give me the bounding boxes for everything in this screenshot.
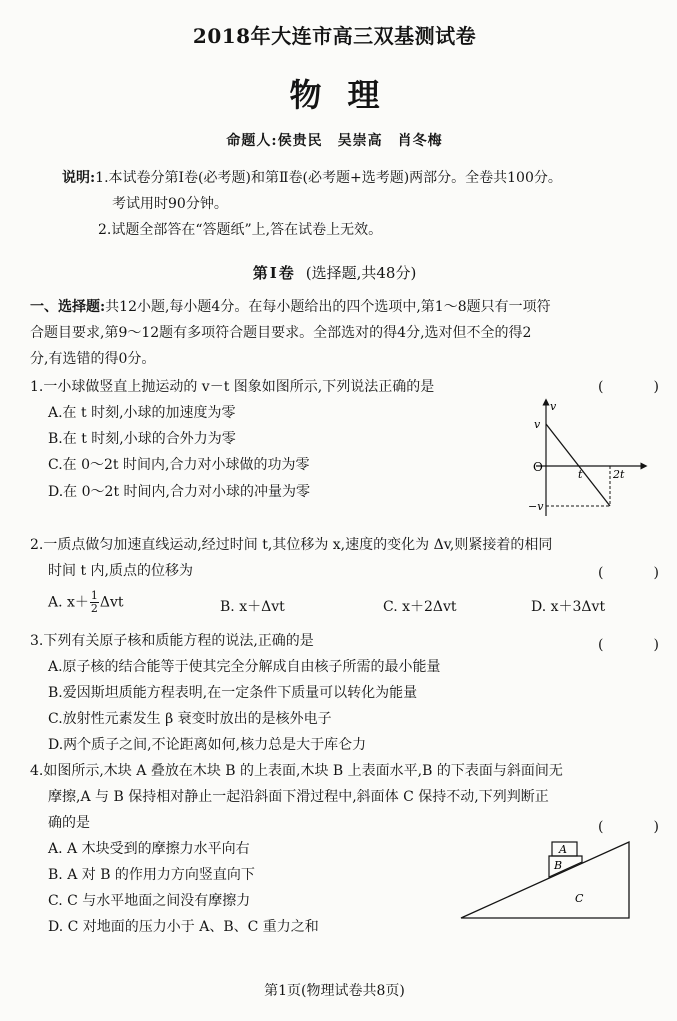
instructions-line-1 <box>30 296 551 316</box>
q1-t2-label: 2t <box>613 468 625 481</box>
instructions-label: 一、选择题: <box>30 299 106 315</box>
q4-label-c: C <box>575 892 584 905</box>
q1-origin-label: O <box>533 460 543 474</box>
section-desc: (选择题,共48分) <box>305 264 417 282</box>
q1-stem: 1.一小球做竖直上抛运动的 v－t 图象如图所示,下列说法正确的是 <box>30 379 435 395</box>
notes-item-2: 2.试题全部答在“答题纸”上,答在试卷上无效。 <box>98 222 383 238</box>
notes-label: 说明: <box>62 170 96 186</box>
instructions-line-2: 合题目要求,第9～12题有多项符合题目要求。全部选对的得4分,选对但不全的得2 <box>30 325 532 341</box>
q2-option-c: C. x＋2Δvt <box>383 599 457 615</box>
authors-line: 命题人:侯贵民 吴崇高 肖冬梅 <box>226 133 443 149</box>
q4-answer-paren: ( ) <box>598 819 677 835</box>
q3-stem: 3.下列有关原子核和质能方程的说法,正确的是 <box>30 633 314 649</box>
notes-line-1 <box>62 167 562 187</box>
q2-option-d: D. x＋3Δvt <box>531 599 606 615</box>
notes-item-1: 1.本试卷分第Ⅰ卷(必考题)和第Ⅱ卷(必考题+选考题)两部分。全卷共100分。 <box>95 170 562 186</box>
q4-option-a: A. A 木块受到的摩擦力水平向右 <box>48 841 250 857</box>
q1-t1-label: t <box>578 468 583 481</box>
q2-stem-line-1: 2.一质点做匀加速直线运动,经过时间 t,其位移为 x,速度的变化为 Δv,则紧接着的相同 <box>30 537 553 553</box>
exam-title: 2018年大连市高三双基测试卷 <box>192 24 477 48</box>
q3-option-b: B.爱因斯坦质能方程表明,在一定条件下质量可以转化为能量 <box>48 685 418 701</box>
q1-v-neg-label: −v <box>528 500 544 513</box>
q1-answer-paren: ( ) <box>598 379 677 395</box>
q1-vt-graph <box>528 398 648 520</box>
q1-axis-v-label: v <box>550 400 557 413</box>
q4-stem-line-1: 4.如图所示,木块 A 叠放在木块 B 的上表面,木块 B 上表面水平,B 的下表面与斜面间无 <box>30 763 563 779</box>
q2-option-b: B. x＋Δvt <box>220 599 285 615</box>
q4-stem-line-3: 确的是 <box>48 815 90 831</box>
instructions-line-3: 分,有选错的得0分。 <box>30 351 156 367</box>
q4-option-b: B. A 对 B 的作用力方向竖直向下 <box>48 867 255 883</box>
section-heading <box>0 262 669 283</box>
q2-option-a-fraction <box>90 590 99 615</box>
q2-option-a <box>48 590 124 615</box>
q2-answer-paren: ( ) <box>598 565 677 581</box>
q4-incline-c <box>461 842 629 918</box>
q4-option-d: D. C 对地面的压力小于 A、B、C 重力之和 <box>48 919 319 935</box>
q2-fraction-num: 1 <box>90 589 98 602</box>
q2-fraction-den: 2 <box>90 602 98 615</box>
q4-stem-line-2: 摩擦,A 与 B 保持相对静止一起沿斜面下滑过程中,斜面体 C 保持不动,下列判断正 <box>48 789 549 805</box>
subject-title: 物理 <box>289 76 406 114</box>
q4-label-b: B <box>554 859 563 872</box>
page-footer: 第1页(物理试卷共8页) <box>264 983 405 999</box>
notes-item-1-cont: 考试用时90分钟。 <box>112 196 228 212</box>
q3-option-d: D.两个质子之间,不论距离如何,核力总是大于库仑力 <box>48 737 367 753</box>
q1-option-b: B.在 t 时刻,小球的合外力为零 <box>48 431 236 447</box>
q3-option-a: A.原子核的结合能等于使其完全分解成自由核子所需的最小能量 <box>48 659 441 675</box>
q1-option-c: C.在 0～2t 时间内,合力对小球做的功为零 <box>48 457 310 473</box>
q2-option-a-post: Δvt <box>99 594 124 611</box>
q3-answer-paren: ( ) <box>598 637 677 653</box>
q2-stem-line-2: 时间 t 内,质点的位移为 <box>48 563 193 579</box>
q1-option-a: A.在 t 时刻,小球的加速度为零 <box>48 405 236 421</box>
q4-label-a: A <box>559 843 567 856</box>
q4-incline-figure <box>455 836 645 922</box>
section-name: 第Ⅰ卷 <box>252 264 296 282</box>
q3-option-c: C.放射性元素发生 β 衰变时放出的是核外电子 <box>48 711 332 727</box>
q4-option-c: C. C 与水平地面之间没有摩擦力 <box>48 893 251 909</box>
instructions-text-1: 共12小题,每小题4分。在每小题给出的四个选项中,第1～8题只有一项符 <box>105 299 551 315</box>
q1-vt-line <box>546 424 610 506</box>
q1-option-d: D.在 0～2t 时间内,合力对小球的冲量为零 <box>48 484 310 500</box>
q1-v-pos-label: v <box>534 418 541 431</box>
q2-option-a-pre: A. x＋ <box>48 594 89 611</box>
